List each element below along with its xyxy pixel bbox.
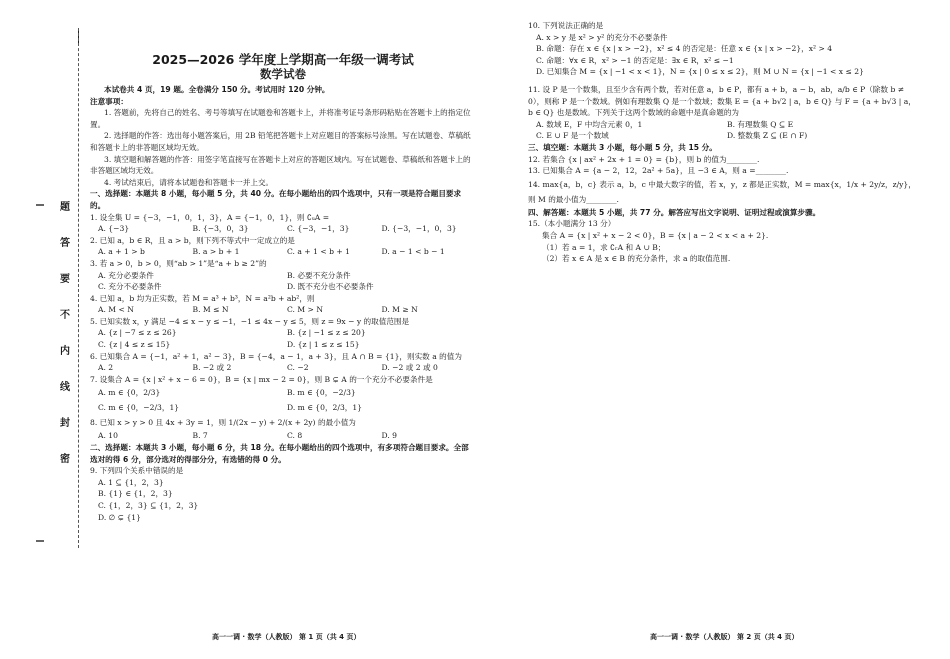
option-c: C. {z | 4 ≤ z ≤ 15} (98, 340, 171, 350)
warning-char: 线 (60, 382, 70, 393)
option-d: D. ∅ ⊊ {1} (98, 512, 141, 522)
option-d: D. 9 (381, 431, 397, 441)
question-7 (90, 374, 476, 416)
option-b: B. 7 (192, 431, 208, 441)
option-c: C. 充分不必要条件 (98, 282, 162, 292)
question-1 (90, 212, 476, 235)
question-stem: 2. 已知 a，b ∈ R，且 a > b，则下列不等式中一定成立的是 (90, 235, 295, 245)
section-heading-4: 四、解答题：本题共 5 小题，共 77 分。解答应写出文字说明、证明过程或演算步骤。 (528, 207, 821, 217)
binding-margin (0, 0, 92, 659)
question-10 (528, 20, 918, 78)
option-b: B. 命题：存在 x ∈ {x | x > −2}，x² ≤ 4 的否定是：任意 x ∈ {x | x > −2}，x² > 4 (536, 44, 833, 54)
option-a: A. x > y 是 x² > y² 的充分不必要条件 (536, 32, 668, 42)
question-stem: 10. 下列说法正确的是 (528, 21, 604, 30)
option-a: A. a + 1 > b (98, 247, 145, 257)
question-14: 14. max{a，b，c} 表示 a，b，c 中最大数字的值，若 x，y，z 都是正实数，M = max{x，1/x + 2y/z，z/y}，则 M 的最小值为________. (528, 179, 916, 204)
option-d: D. M ≥ N (381, 305, 418, 315)
section-heading-2: 二、选择题：本题共 3 小题，每小题 6 分，共 18 分。在每小题给出的四个选项中，有多项符合题目要求。全部选对的得 6 分，部分选对的得部分分，有选错的得 0 分。 (90, 443, 469, 464)
note-item: 4. 考试结束后，请将本试题卷和答题卡一并上交。 (104, 177, 274, 187)
section-heading-3: 三、填空题：本题共 3 小题，每小题 5 分，共 15 分。 (528, 142, 717, 152)
question-2 (90, 235, 476, 258)
question-5 (90, 316, 476, 351)
page-2-footer: 高一一调 · 数学（人教版） 第 2 页（共 4 页） (650, 633, 799, 641)
option-d: D. {−3，−1，0，3} (381, 224, 457, 234)
option-c: C. 命题：∀x ∈ R，x² > −1 的否定是：∃x ∈ R，x² ≤ −1 (536, 55, 734, 65)
option-a: A. 数域 E，F 中均含元素 0，1 (536, 119, 643, 129)
question-part-1: （1）若 a = 1，求 ∁ᵣA 和 A ∪ B； (542, 242, 666, 252)
question-9 (90, 465, 476, 523)
option-a: A. M < N (98, 305, 134, 315)
exam-page-1 (90, 52, 476, 523)
notes-heading: 注意事项： (90, 96, 128, 106)
option-d: D. m ∈ {0，2/3，1} (287, 403, 363, 413)
question-3 (90, 258, 476, 293)
warning-char: 封 (60, 418, 70, 429)
warning-char: 内 (60, 346, 70, 357)
question-stem: 4. 已知 a，b 均为正实数，若 M = a³ + b³，N = a²b + ab²，则 (90, 293, 315, 303)
option-b: B. −2 或 2 (192, 363, 232, 373)
question-13: 13. 已知集合 A = {a − 2，12，2a² + 5a}，且 −3 ∈ A，则 a =________. (528, 166, 789, 176)
warning-char: 密 (60, 454, 70, 465)
option-c: C. −2 (287, 363, 309, 373)
option-c: C. {1，2，3} ⊆ {1，2，3} (98, 501, 199, 510)
option-b: B. 有理数集 Q ⊆ E (727, 119, 794, 129)
option-b: B. 必要不充分条件 (287, 270, 351, 280)
binding-mark (36, 204, 44, 206)
option-b: B. {1} ∈ {1，2，3} (98, 489, 173, 499)
option-d: D. 已知集合 M = {x | −1 < x < 1}，N = {x | 0 ≤ x ≤ 2}，则 M ∪ N = {x | −1 < x ≤ 2} (536, 67, 864, 77)
question-stem: 1. 设全集 U = {−3，−1，0，1，3}，A = {−1，0，1}，则 ∁ᵤA = (90, 212, 330, 222)
option-b: B. {z | −1 ≤ z ≤ 20} (287, 328, 366, 338)
question-8 (90, 415, 476, 442)
question-6 (90, 351, 476, 374)
warning-char: 不 (60, 310, 70, 321)
exam-page-2 (528, 20, 918, 265)
question-11 (528, 84, 918, 142)
warning-char: 答 (60, 238, 70, 249)
question-stem: 5. 已知实数 x，y 满足 −4 ≤ x − y ≤ −1，−1 ≤ 4x − y ≤ 5，则 z = 9x − y 的取值范围是 (90, 316, 410, 326)
option-d: D. {z | 1 ≤ z ≤ 15} (287, 340, 360, 350)
binding-dashed-line (78, 28, 80, 548)
question-stem: 11. 设 P 是一个数集，且至少含有两个数，若对任意 a，b ∈ P，都有 a + b，a − b，ab，a/b ∈ P（除数 b ≠ 0），则称 P 是一个数域。例如有理数集 Q 是一个数域；数集 E = {a + b√2 | a，b ∈ Q} 与 F = {a + b√3 | a，b ∈ Q} 也是数域。下列关于这两个数域的命题中是真命题的为 (528, 84, 916, 118)
question-stem: 6. 已知集合 A = {−1，a² + 1，a² − 3}，B = {−4，a − 1，a + 3}，且 A ∩ B = {1}，则实数 a 的值为 (90, 351, 462, 361)
warning-char: 要 (60, 274, 70, 285)
question-part-2: （2）若 x ∈ A 是 x ∈ B 的充分条件，求 a 的取值范围. (542, 254, 731, 264)
question-stem: 3. 若 a > 0，b > 0，则“ab > 1”是“a + b ≥ 2”的 (90, 258, 267, 268)
question-stem: 7. 设集合 A = {x | x² + x − 6 = 0}，B = {x | mx − 2 = 0}，则 B ⊊ A 的一个充分不必要条件是 (90, 374, 433, 384)
option-d: D. −2 或 2 或 0 (381, 363, 438, 373)
option-a: A. 10 (98, 431, 118, 441)
option-c: C. 8 (287, 431, 303, 441)
note-item: 3. 填空题和解答题的作答：用签字笔直接写在答题卡上对应的答题区域内。写在试题卷、草稿纸和答题卡上的非答题区域均无效。 (90, 154, 471, 176)
exam-subtitle: 数学试卷 (260, 67, 306, 81)
option-b: B. {−3，0，3} (192, 224, 249, 234)
exam-title: 2025—2026 学年度上学期高一年级一调考试 (152, 52, 414, 67)
question-stem: 15.（本小题满分 13 分） (528, 219, 616, 229)
binding-mark (36, 540, 44, 542)
question-given: 集合 A = {x | x² + x − 2 < 0}，B = {x | a − 2 < x < a + 2}. (542, 230, 769, 240)
option-c: C. m ∈ {0，−2/3，1} (98, 403, 180, 413)
option-d: D. 整数集 Z ⊆ (E ∩ F) (727, 131, 808, 141)
option-c: C. E ∪ F 是一个数域 (536, 131, 609, 141)
option-c: C. a + 1 < b + 1 (287, 247, 350, 257)
option-b: B. m ∈ {0，−2/3} (287, 388, 356, 398)
option-c: C. {−3，−1，3} (287, 224, 350, 234)
option-a: A. 1 ⊆ {1，2，3} (98, 477, 164, 487)
binding-warning (58, 190, 72, 478)
section-heading-1: 一、选择题：本题共 8 小题，每小题 5 分，共 40 分。在每小题给出的四个选项中，只有一项是符合题目要求的。 (90, 189, 462, 210)
question-stem: 8. 已知 x > y > 0 且 4x + 3y = 1，则 1/(2x − y) + 2/(x + 2y) 的最小值为 (90, 418, 356, 428)
option-a: A. {z | −7 ≤ z ≤ 26} (98, 328, 177, 338)
exam-intro: 本试卷共 4 页，19 题。全卷满分 150 分。考试用时 120 分钟。 (104, 85, 330, 94)
page-1-footer: 高一一调 · 数学（人教版） 第 1 页（共 4 页） (212, 633, 361, 641)
option-b: B. M ≤ N (192, 305, 229, 315)
option-a: A. {−3} (98, 224, 130, 234)
warning-char: 题 (60, 202, 70, 213)
question-stem: 9. 下列四个关系中错误的是 (90, 466, 184, 476)
question-15 (528, 218, 918, 264)
option-d: D. 既不充分也不必要条件 (287, 282, 374, 292)
option-b: B. a > b + 1 (192, 247, 240, 257)
question-4 (90, 293, 476, 316)
option-a: A. 2 (98, 363, 114, 373)
option-a: A. 充分必要条件 (98, 270, 154, 280)
question-12: 12. 若集合 {x | ax² + 2x + 1 = 0} = {b}，则 b 的值为________. (528, 154, 760, 164)
note-item: 1. 答题前，先将自己的姓名、考号等填写在试题卷和答题卡上，并将准考证号条形码粘贴在答题卡上的指定位置。 (90, 108, 471, 129)
option-c: C. M > N (287, 305, 323, 315)
note-item: 2. 选择题的作答：选出每小题答案后，用 2B 铅笔把答题卡上对应题目的答案标号涂黑。写在试题卷、草稿纸和答题卡上的非答题区域均无效。 (90, 131, 471, 152)
option-d: D. a − 1 < b − 1 (381, 247, 445, 257)
option-a: A. m ∈ {0，2/3} (98, 388, 161, 398)
